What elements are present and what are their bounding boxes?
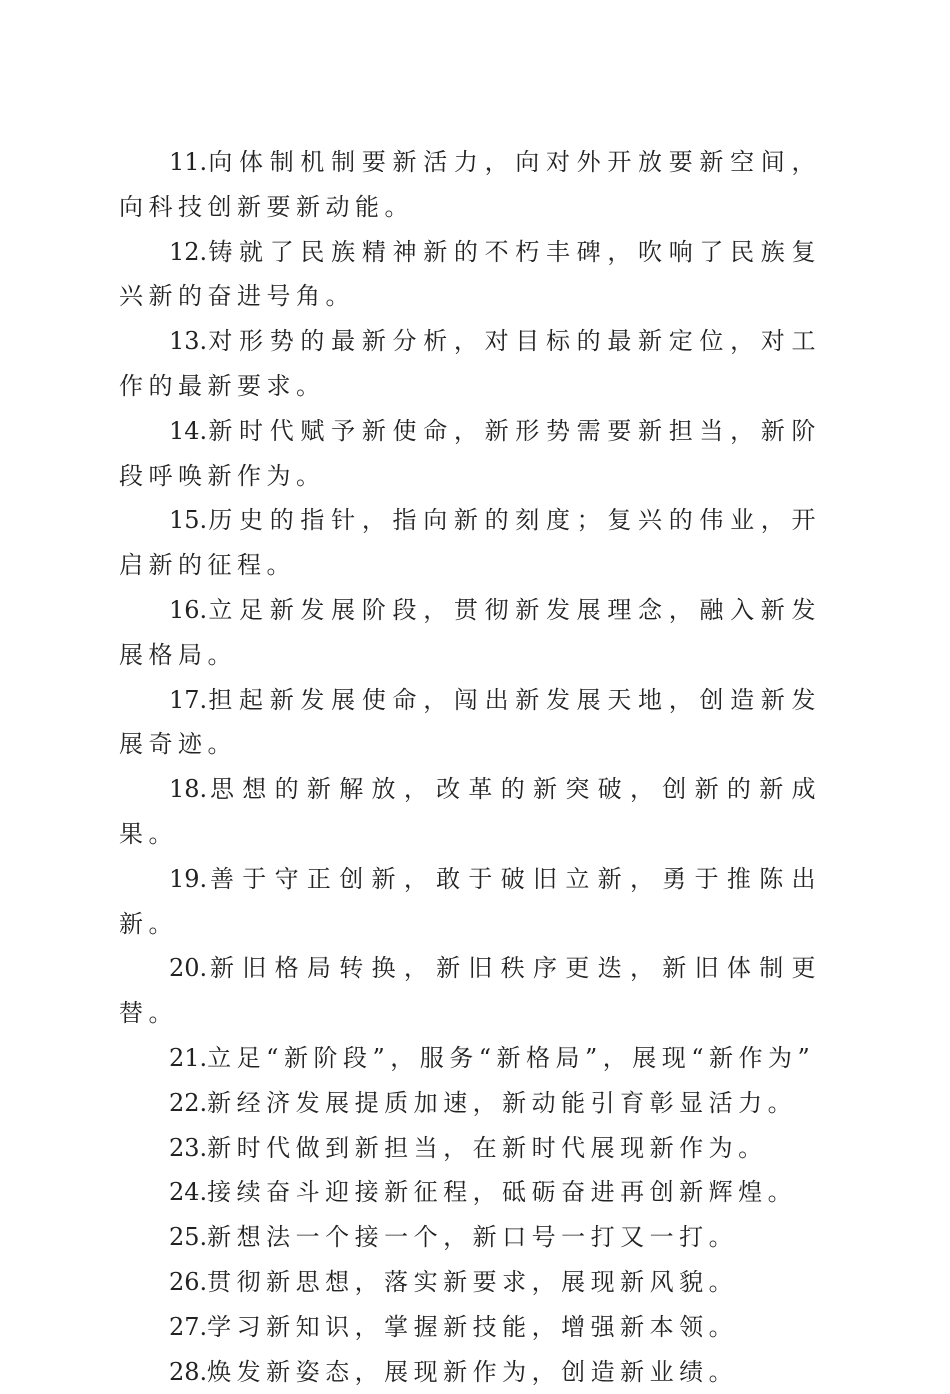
list-item — [119, 230, 821, 320]
list-item — [119, 1215, 821, 1260]
item-number: 16. — [169, 595, 208, 624]
document-body — [119, 140, 821, 1394]
item-text: 铸就了民族精神新的不朽丰碑，吹响了民族复兴新的奋进号角。 — [119, 237, 821, 311]
item-number: 14. — [169, 416, 208, 445]
item-text: 对形势的最新分析，对目标的最新定位，对工作的最新要求。 — [119, 327, 821, 400]
list-item — [119, 588, 821, 678]
item-text: 新时代赋予新使命，新形势需要新担当，新阶段呼唤新作为。 — [119, 416, 821, 490]
item-number: 27. — [169, 1312, 208, 1341]
list-item — [119, 498, 821, 588]
list-item — [119, 140, 821, 230]
item-number: 28. — [169, 1357, 208, 1386]
list-item — [119, 1036, 821, 1081]
list-item — [119, 678, 821, 768]
item-number: 12. — [169, 237, 208, 266]
list-item — [119, 857, 821, 947]
item-number: 20. — [169, 954, 208, 983]
item-text: 思想的新解放，改革的新突破，创新的新成果。 — [119, 775, 821, 848]
item-number: 11. — [169, 148, 208, 176]
item-number: 25. — [169, 1223, 208, 1252]
item-text: 善于守正创新，敢于破旧立新，勇于推陈出新。 — [119, 864, 821, 938]
item-text: 接续奋斗迎接新征程，砥砺奋进再创新辉煌。 — [207, 1178, 798, 1207]
list-item — [119, 409, 821, 499]
item-text: 担起新发展使命，闯出新发展天地，创造新发展奇迹。 — [119, 685, 821, 759]
item-text: 立足“新阶段”，服务“新格局”，展现“新作为” — [207, 1043, 816, 1072]
list-item — [119, 1260, 821, 1305]
item-number: 24. — [169, 1178, 208, 1207]
list-item — [119, 1305, 821, 1350]
item-text: 历史的指针，指向新的刻度；复兴的伟业，开启新的征程。 — [119, 506, 821, 580]
list-item — [119, 946, 821, 1036]
item-text: 学习新知识，掌握新技能，增强新本领。 — [207, 1312, 739, 1341]
item-text: 新时代做到新担当，在新时代展现新作为。 — [207, 1133, 768, 1162]
item-text: 焕发新姿态，展现新作为，创造新业绩。 — [207, 1357, 739, 1386]
list-item — [119, 319, 821, 409]
item-number: 17. — [169, 685, 208, 714]
item-number: 26. — [169, 1267, 208, 1296]
list-item — [119, 1126, 821, 1171]
item-number: 13. — [169, 327, 208, 356]
list-item — [119, 767, 821, 857]
item-text: 贯彻新思想，落实新要求，展现新风貌。 — [207, 1267, 739, 1296]
item-number: 19. — [169, 864, 208, 893]
item-text: 新旧格局转换，新旧秩序更迭，新旧体制更替。 — [119, 954, 821, 1028]
item-text: 向体制机制要新活力，向对外开放要新空间，向科技创新要新动能。 — [119, 148, 821, 221]
item-text: 新经济发展提质加速，新动能引育彰显活力。 — [207, 1088, 798, 1117]
list-item — [119, 1350, 821, 1394]
item-text: 新想法一个接一个，新口号一打又一打。 — [207, 1223, 739, 1252]
item-number: 21. — [169, 1043, 208, 1072]
list-item — [119, 1081, 821, 1126]
item-number: 15. — [169, 506, 208, 535]
item-number: 23. — [169, 1133, 208, 1162]
list-item — [119, 1170, 821, 1215]
item-text: 立足新发展阶段，贯彻新发展理念，融入新发展格局。 — [119, 595, 821, 669]
item-number: 22. — [169, 1088, 208, 1117]
item-number: 18. — [169, 775, 208, 804]
